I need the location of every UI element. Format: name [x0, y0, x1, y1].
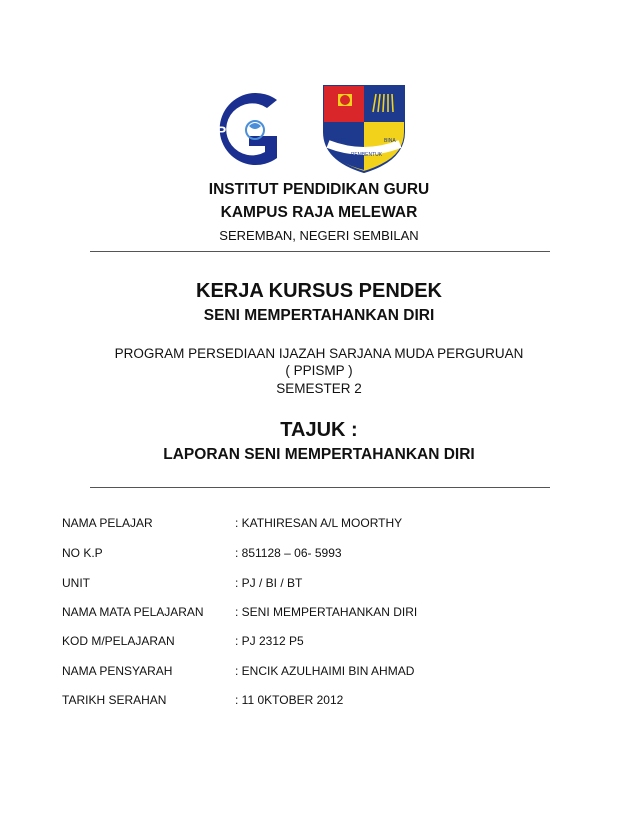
campus-location: SEREMBAN, NEGERI SEMBILAN: [219, 228, 419, 243]
program-semester: SEMESTER 2: [276, 381, 362, 396]
info-value: : KATHIRESAN A/L MOORTHY: [235, 516, 403, 530]
topic-label: TAJUK :: [280, 419, 358, 441]
course-subject: SENI MEMPERTAHANKAN DIRI: [203, 307, 435, 324]
info-label: TARIKH SERAHAN: [62, 693, 167, 707]
crest-logo: [318, 82, 410, 174]
divider-bottom: [90, 487, 550, 488]
svg-text:iPG: iPG: [213, 123, 238, 139]
info-value: : PJ / BI / BT: [235, 576, 303, 590]
institute-name: INSTITUT PENDIDIKAN GURU: [208, 181, 430, 198]
info-value: : PJ 2312 P5: [235, 634, 304, 648]
info-label: NO K.P: [62, 546, 103, 560]
program-name: PROGRAM PERSEDIAAN IJAZAH SARJANA MUDA PERGURUAN: [114, 346, 524, 361]
info-label: UNIT: [62, 576, 90, 590]
topic-title: LAPORAN SENI MEMPERTAHANKAN DIRI: [163, 446, 475, 463]
course-title: KERJA KURSUS PENDEK: [196, 280, 442, 302]
svg-text:GURU: GURU: [334, 138, 349, 144]
info-value: : SENI MEMPERTAHANKAN DIRI: [235, 605, 418, 619]
divider-top: [90, 251, 550, 252]
program-code: ( PPISMP ): [285, 363, 353, 378]
info-label: NAMA PENSYARAH: [62, 664, 173, 678]
info-label: NAMA PELAJAR: [62, 516, 153, 530]
info-value: : 11 0KTOBER 2012: [235, 693, 344, 707]
ipg-logo: [205, 86, 281, 172]
info-value: : 851128 – 06- 5993: [235, 546, 342, 560]
info-value: : ENCIK AZULHAIMI BIN AHMAD: [235, 664, 415, 678]
svg-text:BINA: BINA: [384, 138, 396, 144]
info-label: KOD M/PELAJARAN: [62, 634, 175, 648]
info-label: NAMA MATA PELAJARAN: [62, 605, 204, 619]
campus-name: KAMPUS RAJA MELEWAR: [220, 204, 418, 221]
svg-text:PEMBENTUK: PEMBENTUK: [351, 152, 383, 158]
